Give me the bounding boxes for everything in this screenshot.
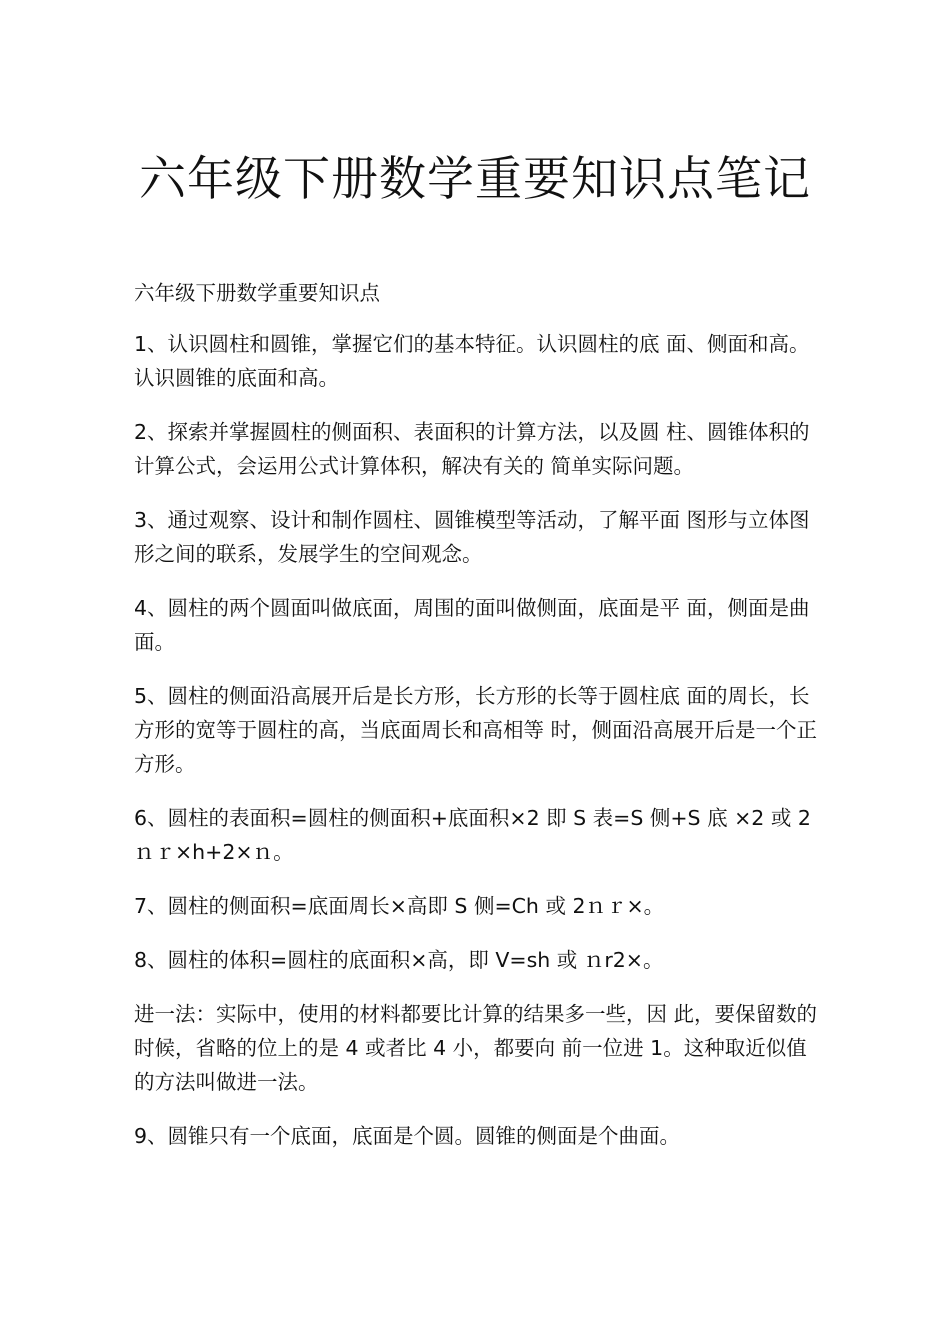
document-body bbox=[134, 276, 824, 1173]
paragraph-3: 3、通过观察、设计和制作圆柱、圆锥模型等活动，了解平面 图形与立体图形之间的联系，发展学生的空间观念。 bbox=[134, 508, 810, 566]
paragraph-1: 1、认识圆柱和圆锥，掌握它们的基本特征。认识圆柱的底 面、侧面和高。认识圆锥的底面和高。 bbox=[134, 332, 810, 390]
paragraph-8: 8、圆柱的体积=圆柱的底面积×高，即 V=sh 或 ｎr2×。 bbox=[134, 948, 664, 972]
section-heading: 六年级下册数学重要知识点 bbox=[134, 281, 380, 305]
document-title: 六年级下册数学重要知识点笔记 bbox=[139, 152, 811, 207]
paragraph-2: 2、探索并掌握圆柱的侧面积、表面积的计算方法，以及圆 柱、圆锥体积的计算公式，会运用公式计算体积，解决有关的 简单实际问题。 bbox=[134, 420, 810, 478]
paragraph-4: 4、圆柱的两个圆面叫做底面，周围的面叫做侧面，底面是平 面，侧面是曲面。 bbox=[134, 596, 810, 654]
paragraph-rounding-up: 进一法：实际中，使用的材料都要比计算的结果多一些，因 此，要保留数的时候，省略的位上的是 4 或者比 4 小，都要向 前一位进 1。这种取近似值的方法叫做进一法。 bbox=[134, 1002, 818, 1094]
paragraph-9: 9、圆锥只有一个底面，底面是个圆。圆锥的侧面是个曲面。 bbox=[134, 1124, 681, 1148]
paragraph-7: 7、圆柱的侧面积=底面周长×高即 S 侧=Ch 或 2ｎｒ×。 bbox=[134, 894, 665, 918]
paragraph-6: 6、圆柱的表面积=圆柱的侧面积+底面积×2 即 S 表=S 侧+S 底 ×2 或 2ｎｒ×h+2×ｎ。 bbox=[134, 806, 811, 864]
paragraph-5: 5、圆柱的侧面沿高展开后是长方形，长方形的长等于圆柱底 面的周长，长方形的宽等于圆柱的高，当底面周长和高相等 时，侧面沿高展开后是一个正方形。 bbox=[134, 684, 818, 776]
